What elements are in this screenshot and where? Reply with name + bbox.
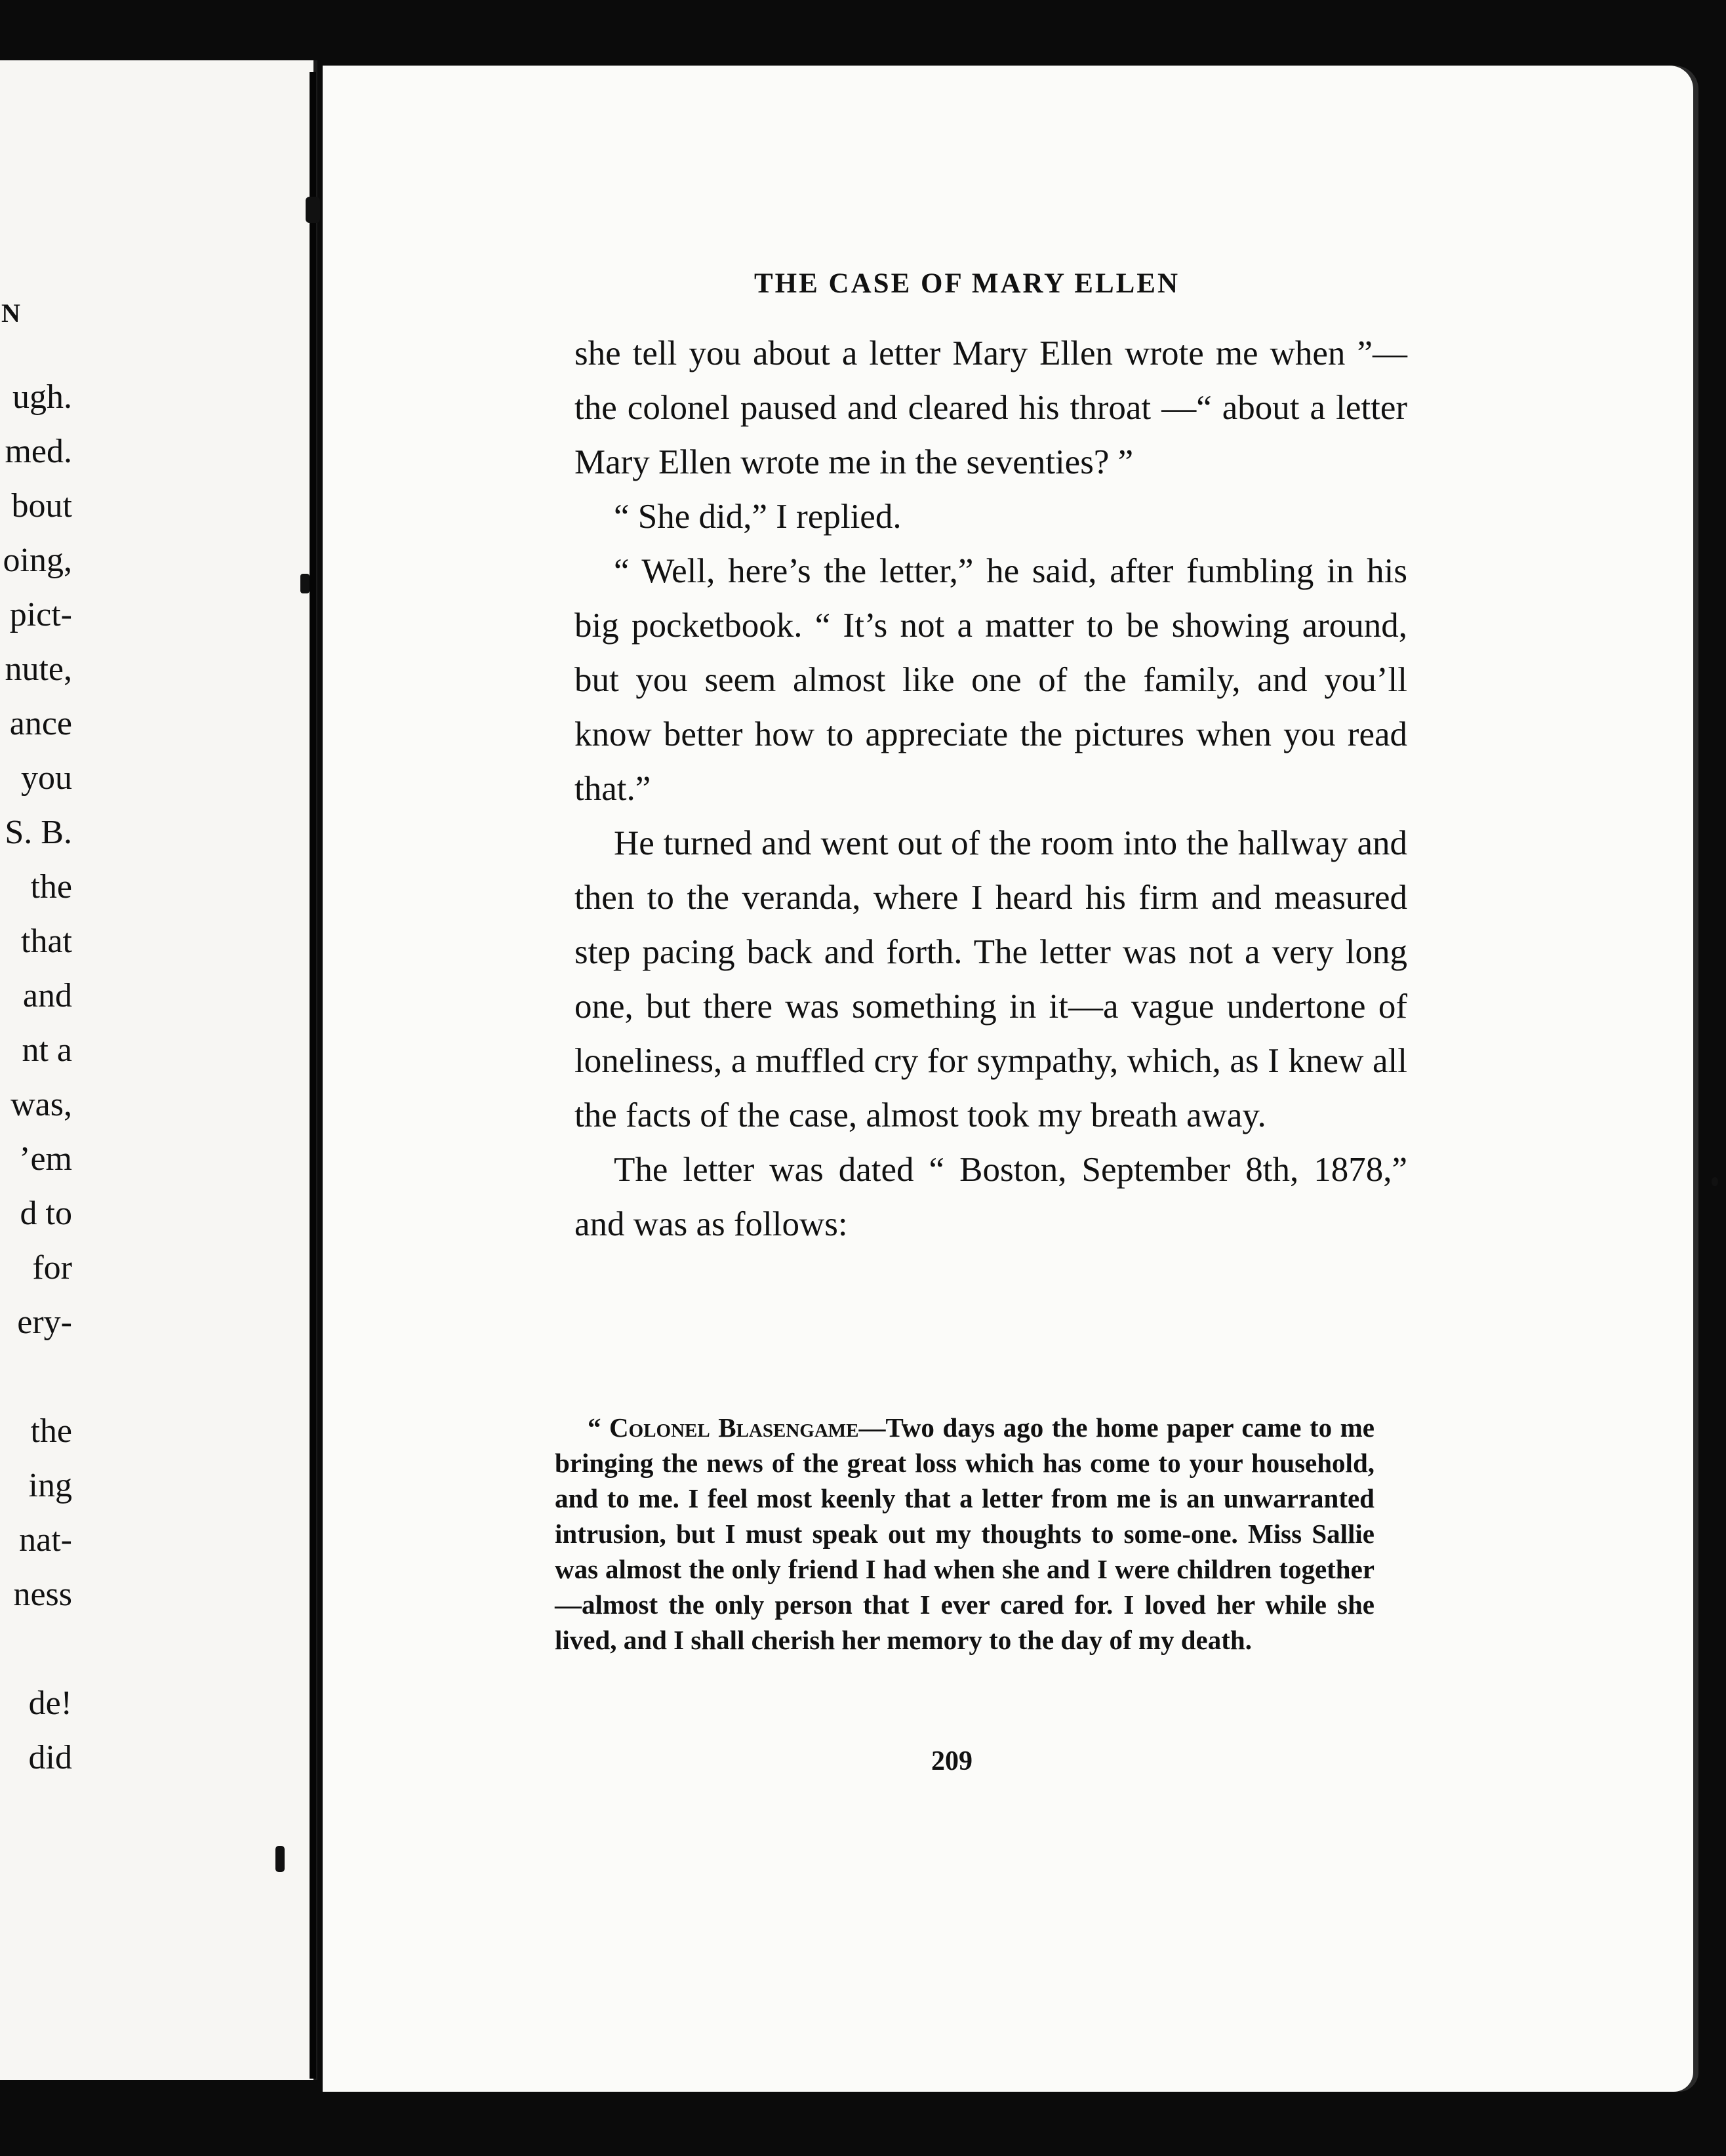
scan-speck bbox=[1712, 1177, 1718, 1186]
left-line-fragment: you bbox=[21, 759, 72, 797]
paragraph: “ Well, here’s the letter,” he said, after fumbling in his big pocketbook. “ It’s not a matter to be showing around, but you seem almost like one of the family, and you’ll know better how to appreciate the pictures when you read that.” bbox=[574, 552, 1407, 808]
left-line-fragment: ’em bbox=[19, 1140, 72, 1178]
left-line-fragment: that bbox=[21, 923, 72, 960]
paragraph: He turned and went out of the room into the hallway and then to the veranda, where I heard his firm and measured step pacing back and forth. The letter was not a very long one, but there was something in it—a vague undertone of loneliness, a muffled cry for sympathy, which, as I knew all the facts of the case, almost took my breath away. bbox=[574, 824, 1407, 1134]
letter-body: —Two days ago the home paper came to me bringing the news of the great loss which has come to your household, and to me. I feel most keenly that a letter from me is an unwarranted intrusion, but I must speak out my thoughts to some-one. Miss Sallie was almost the only friend I had when she and I were children together—almost the only person that I ever cared for. I loved her while she lived, and I shall cherish her memory to the day of my death. bbox=[555, 1412, 1375, 1655]
left-line-fragment: oing, bbox=[3, 542, 72, 579]
left-line-fragment: d to bbox=[20, 1195, 72, 1232]
left-line-fragment: med. bbox=[5, 433, 72, 470]
paragraph: The letter was dated “ Boston, September 8th, 1878,” and was as follows: bbox=[574, 1151, 1407, 1243]
body-text bbox=[574, 327, 1407, 1252]
left-line-fragment: de! bbox=[28, 1685, 72, 1722]
left-page-text-fragments bbox=[0, 370, 72, 1785]
left-line-fragment bbox=[0, 1349, 72, 1404]
paragraph: “ She did,” I replied. bbox=[614, 498, 902, 536]
left-line-fragment: ing bbox=[28, 1467, 72, 1504]
left-line-fragment: ugh. bbox=[12, 378, 72, 416]
paragraph: she tell you about a letter Mary Ellen wrote me when ”—the colonel paused and cleared his throat —“ about a letter Mary Ellen wrote me in the seventies? ” bbox=[574, 334, 1407, 481]
left-line-fragment: nat- bbox=[19, 1521, 72, 1559]
quoted-letter bbox=[555, 1410, 1375, 1658]
scan-speck bbox=[306, 197, 320, 223]
scan-speck bbox=[300, 574, 310, 593]
left-line-fragment: nute, bbox=[5, 650, 72, 688]
left-line-fragment: bout bbox=[11, 487, 72, 525]
left-line-fragment bbox=[0, 1622, 72, 1676]
left-line-fragment: S. B. bbox=[5, 814, 72, 851]
running-head: THE CASE OF MARY ELLEN bbox=[754, 268, 1180, 299]
left-line-fragment: did bbox=[28, 1739, 72, 1776]
left-line-fragment: for bbox=[32, 1249, 72, 1287]
left-line-fragment: the bbox=[30, 868, 72, 906]
letter-salutation: “ Colonel Blasengame bbox=[588, 1412, 859, 1443]
book-gutter bbox=[310, 72, 316, 2079]
left-line-fragment: was, bbox=[10, 1086, 72, 1123]
left-line-fragment: and bbox=[22, 977, 72, 1014]
left-line-fragment: ery- bbox=[17, 1304, 72, 1341]
left-line-fragment: the bbox=[30, 1412, 72, 1450]
left-line-fragment: ance bbox=[9, 705, 72, 742]
left-line-fragment: nt a bbox=[22, 1031, 72, 1069]
scan-speck bbox=[275, 1846, 285, 1872]
left-page bbox=[0, 60, 317, 2080]
left-line-fragment: pict- bbox=[9, 596, 72, 633]
page-number: 209 bbox=[931, 1746, 973, 1776]
left-line-fragment: ness bbox=[13, 1576, 72, 1613]
left-page-header-fragment: N bbox=[1, 298, 22, 328]
